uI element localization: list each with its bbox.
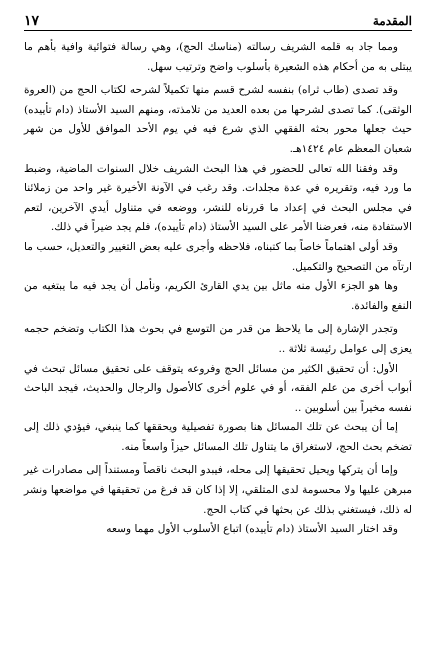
paragraph-10: وقد اختار السيد الأستاذ (دام تأييده) اتباع الأسلوب الأول مهما وسعه (106, 523, 398, 536)
paragraph-7: الأول: أن تحقيق الكثير من مسائل الحج وفروعه يتوقف على تحقيق مسائل تبحث في أبواب أخرى من علم الفقه، أو في علوم أخرى كالأصول والرجال والحديث، فيجد الباحث نفسه مخيراً بين أسلوبين .. (24, 362, 412, 414)
paragraph-5: وها هو الجزء الأول منه ماثل بين يدي القارئ الكريم، ونأمل أن يجد فيه ما يبتغيه من النفع والفائدة. (24, 280, 412, 312)
paragraph-4: وقد أولى اهتماماً خاصاً بما كتبناه، فلاحظه وأجرى عليه بعض التغيير والتعديل، حسب ما ارتآه من التصحيح والتكميل. (24, 240, 412, 273)
page-body (24, 38, 412, 540)
page-header (24, 10, 412, 31)
paragraph-3: وقد وفقنا الله تعالى للحضور في هذا البحث الشريف خلال السنوات الماضية، وضبط ما ورد فيه، وتقريره في عدة مجلدات. وقد رغب في الآونة الأخيرة غير واحد من زملائنا في مجلس البحث في إعداد ما قررناه للنشر، ووضعه في متناول أيدي الآخرين، لتعم الاستفادة منه، فعرضنا الأمر على السيد الأستاذ (دام تأييده)، فلم يجد ضيراً في ذلك. (24, 162, 412, 234)
paragraph-2: وقد تصدى (طاب ثراه) بنفسه لشرح قسم منها تكميلاً لشرحه لكتاب الحج من (العروة الوثقى). كما تصدى لشرحها من بعده العديد من تلامذته، ومنهم السيد الأستاذ (دام تأييده) حيث جعلها محور بحثه الفقهي الذي شرع فيه في يوم الأحد الموافق للأول من شهر شعبان المعظم عام ١٤٢٤هـ. (24, 84, 412, 155)
paragraph-9: وإما أن يتركها ويحيل تحقيقها إلى محله، فيبدو البحث ناقصاً ومستنداً إلى مصادرات غير مبرهن عليها ولا محسومة لدى المتلقي، إلا إذا كان قد فرغ من تحقيقها في مواضعها ونشر له ذلك، فيستغني بذلك عن بحثها في كتاب الحج. (24, 464, 412, 516)
page-number: ١٧ (24, 13, 40, 29)
chapter-title: المقدمة (372, 14, 412, 28)
paragraph-8: إما أن يبحث عن تلك المسائل هنا بصورة تفصيلية ويحققها كما ينبغي، فيؤدي ذلك إلى تضخم بحث الحج، لاستغراق ما يتناول تلك المسائل حيزاً واسعاً منه. (24, 421, 412, 453)
paragraph-1: ومما جاد به قلمه الشريف رسالته (مناسك الحج)، وهي رسالة فتوائية وافية بأهم ما يبتلى به من أحكام هذه الشعيرة بأسلوب واضح وترتيب سهل. (24, 41, 412, 73)
paragraph-6: وتجدر الإشارة إلى ما يلاحظ من قدر من التوسع في بحوث هذا الكتاب وتضخم حجمه يعزى إلى عوامل رئيسة ثلاثة .. (24, 323, 412, 355)
